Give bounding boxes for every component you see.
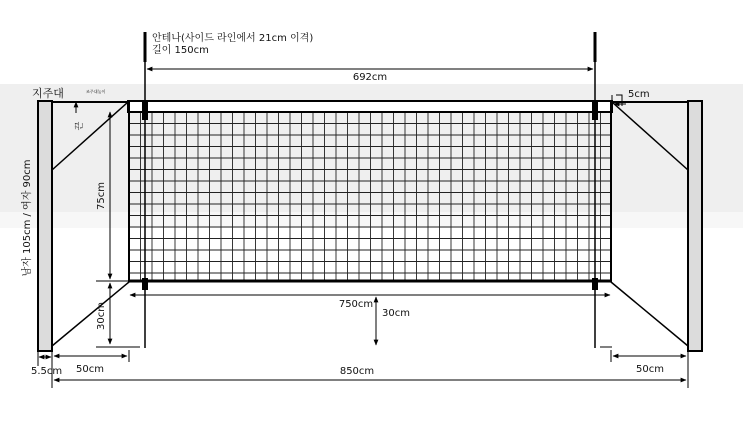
net-gap-label: 30cm bbox=[382, 308, 410, 319]
left-antenna-lower-clamp bbox=[142, 278, 148, 290]
left-antenna-clamp bbox=[142, 102, 148, 120]
net-height-label: 75cm bbox=[96, 182, 107, 210]
left-pole bbox=[38, 101, 52, 351]
antenna-length: 길이 150cm bbox=[152, 45, 209, 56]
pole-label: 지주대 bbox=[32, 87, 64, 100]
right-offset-label: 50cm bbox=[636, 364, 664, 375]
lower-gap-label: 30cm bbox=[96, 302, 107, 330]
net-length-label: 750cm bbox=[338, 299, 374, 310]
right-pole bbox=[688, 101, 702, 351]
pole-height-label: 남자 105cm / 여자 90cm bbox=[22, 159, 33, 277]
lower-rope-left bbox=[52, 282, 129, 346]
band-width-label: 5cm bbox=[628, 89, 650, 100]
right-antenna-clamp bbox=[592, 102, 598, 120]
band-label: 끈 bbox=[75, 121, 85, 131]
total-span-label: 850cm bbox=[339, 366, 375, 377]
antenna-title: 안테나(사이드 라인에서 21cm 이격) bbox=[152, 33, 314, 44]
pole-width-label: 5.5cm bbox=[31, 366, 63, 377]
net-top-band bbox=[128, 101, 612, 112]
left-offset-label: 50cm bbox=[76, 364, 104, 375]
antenna-span-label: 692cm bbox=[352, 72, 388, 83]
lower-rope-right bbox=[611, 282, 688, 346]
right-antenna-lower-clamp bbox=[592, 278, 598, 290]
tiny-note: 조주대높이 bbox=[86, 89, 106, 94]
background-band-lower bbox=[0, 212, 743, 228]
